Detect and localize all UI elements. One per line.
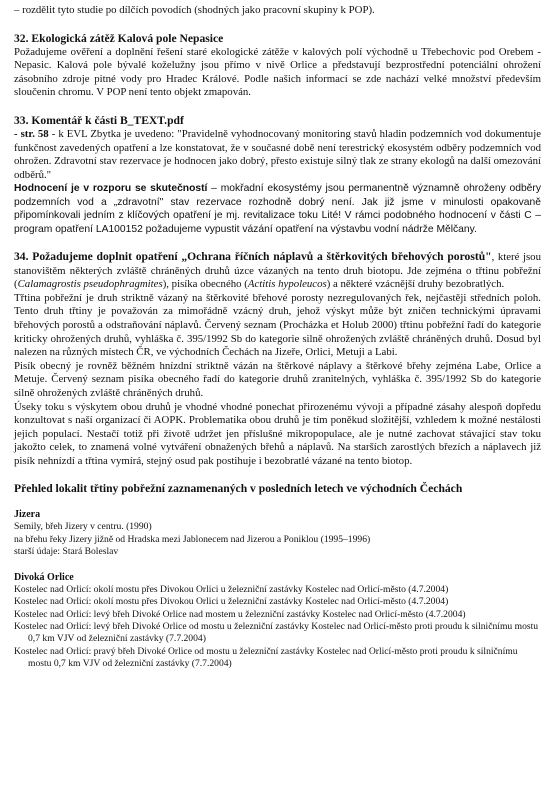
evaluation-label: Hodnocení je v rozporu se skutečností — [14, 183, 208, 195]
section-34-end: ) a některé vzácnější druhy bezobratlých. — [326, 278, 505, 291]
section-32-text: Požadujeme ověření a doplnění řešení staré ekologické zátěže v kalových polí východně u Třebechovic pod Orebem - Nepasic. Kalová pole bývalé koželužny jsou přímo v nivě Orlice a představují bezprostřední potenciální ohrožení zásobního zdroje pitné vody pro Hradec Králové. Podle našich informací se zde nachází velké množství především sloučenin chromu. V POP není tento objekt zmapován. — [14, 45, 541, 99]
intro-line: – rozdělit tyto studie po dílčích povodích (shodných jako pracovní skupiny k POP). — [14, 4, 375, 16]
section-34-intro — [14, 250, 541, 292]
section-34-mid: ), pisíka obecného ( — [162, 278, 248, 291]
section-33-heading: 33. Komentář k části B_TEXT.pdf — [14, 113, 184, 127]
section-34-para-2: Třtina pobřežní je druh striktně vázaný na štěrkovité břehové porosty nezregulovaných řek, nejčastěji středních poloh. Tento druh třtiny je považován za mimořádně vzácný druh, jehož výskyt může být zničen technickými úpravami břehových porostů a odstraňování náplavů. Červený seznam (Procházka et Holub 2000) třtinu pobřežní řadí do kategorie kriticky ohrožených druhů, vyhláška č. 395/1992 Sb do kategorie silně ohrožených zvláště chráněných druhů. Dosud byl nalezen na různých místech ČR, ve východních Čechách na Jizeře, Orlici, Metuji a Labi. — [14, 291, 541, 359]
section-34-heading: 34. Požadujeme doplnit opatření „Ochrana říčních náplavů a štěrkovitých břehových porostů" — [14, 249, 492, 263]
orlice-line: Kostelec nad Orlicí: levý břeh Divoké Orlice nad mostem u železniční zastávky Kostelec nad Orlicí-město (4.7.2004) — [14, 608, 466, 620]
section-33-quote: - k EVL Zbytka je uvedeno: "Pravidelně vyhodnocovaný monitoring stavů hladin podzemních vod dokumentuje funkčnost zavedených opatření a lze konstatovat, že v současné době není terestrický ekosystém odběry podzemních vod ohrožen. Zdravotní stav rezervace je hodnocen jako dobrý, přesto existuje silný tlak ze strany ekologů na další omezování odběrů." — [14, 127, 542, 181]
section-33-evaluation — [14, 182, 541, 236]
latin-name-calamagrostis: Calamagrostis pseudophragmites — [17, 278, 163, 291]
orlice-line: Kostelec nad Orlicí: pravý břeh Divoké Orlice od mostu u železniční zastávky Kostelec nad Orlicí-město proti proudu k silničnímu mostu 0,7 km VJV od železniční zastávky (7.7.2004) — [14, 645, 518, 670]
orlice-line: Kostelec nad Orlicí: okolí mostu přes Divokou Orlici u železniční zastávky Kostelec nad Orlicí-město (4.7.2004) — [14, 596, 449, 608]
section-32-heading: 32. Ekologická zátěž Kalová pole Nepasice — [14, 31, 224, 45]
document-page — [14, 4, 541, 671]
jizera-line: starší údaje: Stará Boleslav — [14, 546, 119, 558]
section-34-heading-rest: , které jsou stanovištěm některých zvláště chráněných druhů úzce vázaných na tento druh biotopu. Jde zejména o třtinu pobřežní ( — [14, 250, 541, 291]
section-34-para-3: Pisík obecný je rovněž běžném hnízdní striktně vázán na štěrkové náplavy a štěrkové břehy zejména Labe, Orlice a Metuje. Červený seznam pisíka obecného řadí do kategorie druhů zranitelných, vyhláška č. 395/1992 Sb do kategorie silně ohrožených zvláště chráněných druhů. — [14, 359, 541, 399]
page-reference: - str. 58 — [14, 127, 49, 140]
jizera-line: na břehu řeky Jizery jižně od Hradska mezi Jablonecem nad Jizerou a Poniklou (1995–1996) — [14, 533, 371, 545]
jizera-title: Jizera — [14, 509, 41, 521]
evaluation-text: – mokřadní ekosystémy jsou permanentně významně ohroženy odběry podzemních vod a „zdravotní" stav rezervace rozhodně dobrý není. Jak již jsme v minulosti opakovaně připomínkovali jedním z klíčových opatření je mj. revitalizace toku Lité! V rámci podobného hodnocení v části C – program opatření LA100152 požadujeme vypustit vázání opatření na výstavbu vodní nádrže Mělčany. — [14, 183, 541, 235]
orlice-line: Kostelec nad Orlicí: okolí mostu přes Divokou Orlici u železniční zastávky Kostelec nad Orlicí-město (4.7.2004) — [14, 583, 449, 595]
section-34-para-4: Úseky toku s výskytem obou druhů je vhodné vhodné ponechat přirozenému vývoji a případné zásahy alespoň dopředu konzultovat s naší organizací či AOPK. Problematika obou druhů je tím poněkud složitější, vzhledem k možné nestálosti jejich populací. Nestačí totiž při životě udržet jen příslušné mikropopulace, ale je nutné zachovat stávající stav toku jakožto celek, to znamená volné vytváření obnažených břehů a náplavů. Na starších zarostlých březích a náplavech již pisík nehnízdí a třtina vymírá, stejný osud pak postihuje i bezobratlé vázané na tento biotop. — [14, 400, 541, 467]
orlice-line: Kostelec nad Orlicí: levý břeh Divoké Orlice od mostu u železniční zastávky Kostelec nad Orlicí-město proti proudu k silničnímu mostu 0,7 km VJV od železniční zastávky (7.7.2004) — [14, 620, 539, 645]
jizera-line: Semily, břeh Jizery v centru. (1990) — [14, 521, 152, 533]
section-33-text — [14, 128, 541, 182]
orlice-title: Divoká Orlice — [14, 571, 74, 583]
overview-heading: Přehled lokalit třtiny pobřežní zaznamenaných v posledních letech ve východních Čechách — [14, 482, 463, 496]
latin-name-actitis: Actitis hypoleucos — [247, 278, 327, 291]
